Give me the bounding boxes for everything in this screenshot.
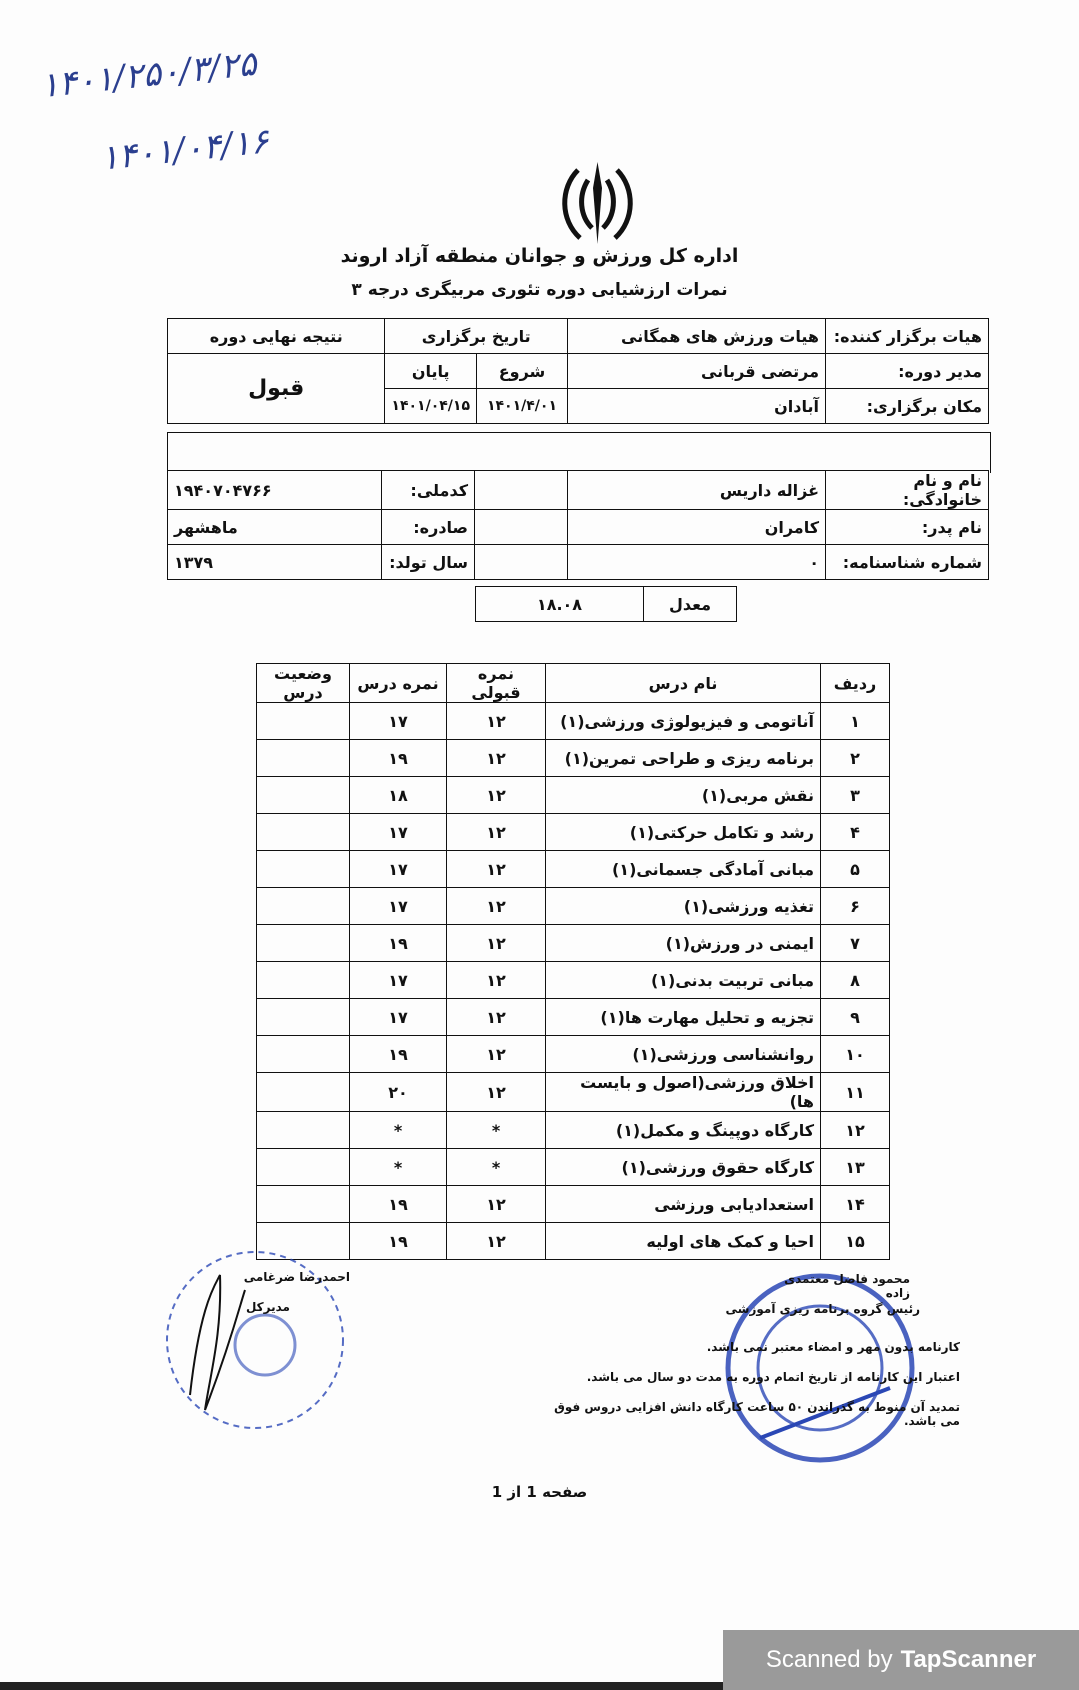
scan-edge [0, 1682, 723, 1690]
row-number: ۷ [821, 925, 890, 962]
row-number: ۱۴ [821, 1186, 890, 1223]
birth-value: ۱۳۷۹ [168, 545, 382, 580]
course-name: مبانی تربیت بدنی(۱) [546, 962, 821, 999]
national-label: کدملی: [382, 471, 475, 510]
pass-mark: ۱۲ [447, 1186, 546, 1223]
course-score: ۱۷ [350, 703, 447, 740]
page-number: صفحه 1 از 1 [491, 1483, 588, 1501]
course-score: ۱۷ [350, 851, 447, 888]
grade-row [257, 814, 890, 851]
result-label: نتیجه نهایی دوره [168, 319, 385, 354]
course-name: آناتومی و فیزیولوژی ورزشی(۱) [546, 703, 821, 740]
course-status [257, 851, 350, 888]
pass-mark: ۱۲ [447, 888, 546, 925]
pass-mark: ۱۲ [447, 740, 546, 777]
row-number: ۱۲ [821, 1112, 890, 1149]
row-number: ۳ [821, 777, 890, 814]
handwritten-note-2: ۱۴۰۱/۰۴/۱۶ [98, 121, 271, 179]
pass-mark: ۱۲ [447, 1073, 546, 1112]
course-status [257, 740, 350, 777]
course-status [257, 1149, 350, 1186]
issued-label: صادره: [382, 510, 475, 545]
row-number: ۲ [821, 740, 890, 777]
separator-box [167, 432, 991, 473]
grade-row [257, 1186, 890, 1223]
course-status [257, 814, 350, 851]
course-status [257, 1036, 350, 1073]
average-label: معدل [644, 587, 737, 622]
course-status [257, 962, 350, 999]
organizer-label: هیات برگزار کننده: [826, 319, 989, 354]
grade-row [257, 999, 890, 1036]
pass-mark: ۱۲ [447, 1036, 546, 1073]
grade-row [257, 851, 890, 888]
course-status [257, 925, 350, 962]
col-score: نمره درس [350, 664, 447, 703]
course-score: ۱۷ [350, 888, 447, 925]
pass-mark: ۱۲ [447, 999, 546, 1036]
grade-row [257, 925, 890, 962]
col-name: نام درس [546, 664, 821, 703]
grade-row [257, 1223, 890, 1260]
course-status [257, 1112, 350, 1149]
col-pass: نمره قبولی [447, 664, 546, 703]
course-score: * [350, 1149, 447, 1186]
manager-value: مرتضی قربانی [568, 354, 826, 389]
note-3: تمدید آن منوط به گذراندن ۵۰ ساعت کارگاه دانش افزایی دروس فوق می باشد. [554, 1400, 960, 1428]
idno-value: ۰ [568, 545, 826, 580]
grade-row [257, 962, 890, 999]
left-signer-name: احمدرضا ضرغامی [243, 1270, 350, 1284]
organizer-value: هیات ورزش های همگانی [568, 319, 826, 354]
grades-table [256, 663, 890, 1260]
grade-row [257, 1149, 890, 1186]
course-status [257, 888, 350, 925]
manager-label: مدیر دوره: [826, 354, 989, 389]
average-value: ۱۸.۰۸ [476, 587, 644, 622]
note-1: کارنامه بدون مهر و امضاء معتبر نمی باشد. [706, 1340, 960, 1354]
course-info-table [167, 318, 989, 424]
row-number: ۱۳ [821, 1149, 890, 1186]
course-score: ۲۰ [350, 1073, 447, 1112]
course-name: کارگاه حقوق ورزشی(۱) [546, 1149, 821, 1186]
row-number: ۶ [821, 888, 890, 925]
father-label: نام پدر: [826, 510, 989, 545]
scanner-watermark [723, 1630, 1079, 1690]
empty-cell [475, 471, 568, 510]
left-signer-title: مدیرکل [245, 1300, 290, 1314]
grade-row [257, 740, 890, 777]
place-label: مکان برگزاری: [826, 389, 989, 424]
grade-row [257, 777, 890, 814]
row-number: ۵ [821, 851, 890, 888]
grade-row [257, 1073, 890, 1112]
handwritten-note-1: ۱۴۰۱/۲۵۰/۳/۲۵ [38, 43, 259, 107]
father-value: کامران [568, 510, 826, 545]
average-table [475, 586, 737, 622]
pass-mark: * [447, 1112, 546, 1149]
grades-header-row [257, 664, 890, 703]
course-status [257, 777, 350, 814]
row-number: ۱ [821, 703, 890, 740]
grades-body [257, 703, 890, 1260]
course-name: برنامه ریزی و طراحی تمرین(۱) [546, 740, 821, 777]
watermark-prefix: Scanned by [765, 1646, 893, 1673]
course-name: اخلاق ورزشی(اصول و بایست ها) [546, 1073, 821, 1112]
pass-mark: ۱۲ [447, 925, 546, 962]
start-date: ۱۴۰۱/۴/۰۱ [477, 389, 568, 424]
start-label: شروع [477, 354, 568, 389]
course-status [257, 1073, 350, 1112]
course-name: احیا و کمک های اولیه [546, 1223, 821, 1260]
course-name: کارگاه دوپینگ و مکمل(۱) [546, 1112, 821, 1149]
grade-row [257, 888, 890, 925]
course-name: مبانی آمادگی جسمانی(۱) [546, 851, 821, 888]
place-value: آبادان [568, 389, 826, 424]
national-value: ۱۹۴۰۷۰۴۷۶۶ [168, 471, 382, 510]
grade-row [257, 703, 890, 740]
course-name: ایمنی در ورزش(۱) [546, 925, 821, 962]
course-score: ۱۷ [350, 814, 447, 851]
empty-cell [475, 545, 568, 580]
issued-value: ماهشهر [168, 510, 382, 545]
result-value: قبول [168, 354, 385, 424]
course-name: استعدادیابی ورزشی [546, 1186, 821, 1223]
pass-mark: ۱۲ [447, 851, 546, 888]
col-status: وضعیت درس [257, 664, 350, 703]
national-emblem-icon [550, 158, 645, 248]
course-score: ۱۷ [350, 999, 447, 1036]
right-signer-name: محمود فاضل معتمدی زاده [784, 1272, 910, 1300]
course-name: تغذیه ورزشی(۱) [546, 888, 821, 925]
course-score: ۱۸ [350, 777, 447, 814]
course-status [257, 999, 350, 1036]
course-score: ۱۹ [350, 740, 447, 777]
pass-mark: * [447, 1149, 546, 1186]
pass-mark: ۱۲ [447, 1223, 546, 1260]
name-value: غزاله داریس [568, 471, 826, 510]
course-status [257, 1186, 350, 1223]
row-number: ۹ [821, 999, 890, 1036]
idno-label: شماره شناسنامه: [826, 545, 989, 580]
row-number: ۱۰ [821, 1036, 890, 1073]
course-name: رشد و تکامل حرکتی(۱) [546, 814, 821, 851]
right-signer-title: رئیس گروه برنامه ریزی آموزشی [725, 1302, 920, 1316]
course-name: روانشناسی ورزشی(۱) [546, 1036, 821, 1073]
grade-row [257, 1112, 890, 1149]
pass-mark: ۱۲ [447, 777, 546, 814]
course-status [257, 703, 350, 740]
course-score: ۱۹ [350, 1036, 447, 1073]
pass-mark: ۱۲ [447, 814, 546, 851]
course-score: ۱۹ [350, 1186, 447, 1223]
note-2: اعتبار این کارنامه از تاریخ اتمام دوره به مدت دو سال می باشد. [586, 1370, 960, 1384]
course-score: ۱۹ [350, 925, 447, 962]
birth-label: سال تولد: [382, 545, 475, 580]
empty-cell [475, 510, 568, 545]
course-score: * [350, 1112, 447, 1149]
col-row: ردیف [821, 664, 890, 703]
row-number: ۱۵ [821, 1223, 890, 1260]
watermark-brand: TapScanner [900, 1646, 1037, 1673]
row-number: ۸ [821, 962, 890, 999]
end-date: ۱۴۰۱/۰۴/۱۵ [385, 389, 477, 424]
date-label: تاریخ برگزاری [385, 319, 568, 354]
grade-row [257, 1036, 890, 1073]
row-number: ۴ [821, 814, 890, 851]
doc-title: نمرات ارزشیابی دوره تئوری مربیگری درجه ۳ [351, 280, 728, 300]
course-name: تجزیه و تحلیل مهارت ها(۱) [546, 999, 821, 1036]
course-score: ۱۹ [350, 1223, 447, 1260]
org-title: اداره کل ورزش و جوانان منطقه آزاد اروند [340, 245, 739, 267]
person-info-table [167, 470, 989, 580]
row-number: ۱۱ [821, 1073, 890, 1112]
pass-mark: ۱۲ [447, 962, 546, 999]
end-label: پایان [385, 354, 477, 389]
course-name: نقش مربی(۱) [546, 777, 821, 814]
pass-mark: ۱۲ [447, 703, 546, 740]
course-score: ۱۷ [350, 962, 447, 999]
name-label: نام و نام خانوادگی: [826, 471, 989, 510]
